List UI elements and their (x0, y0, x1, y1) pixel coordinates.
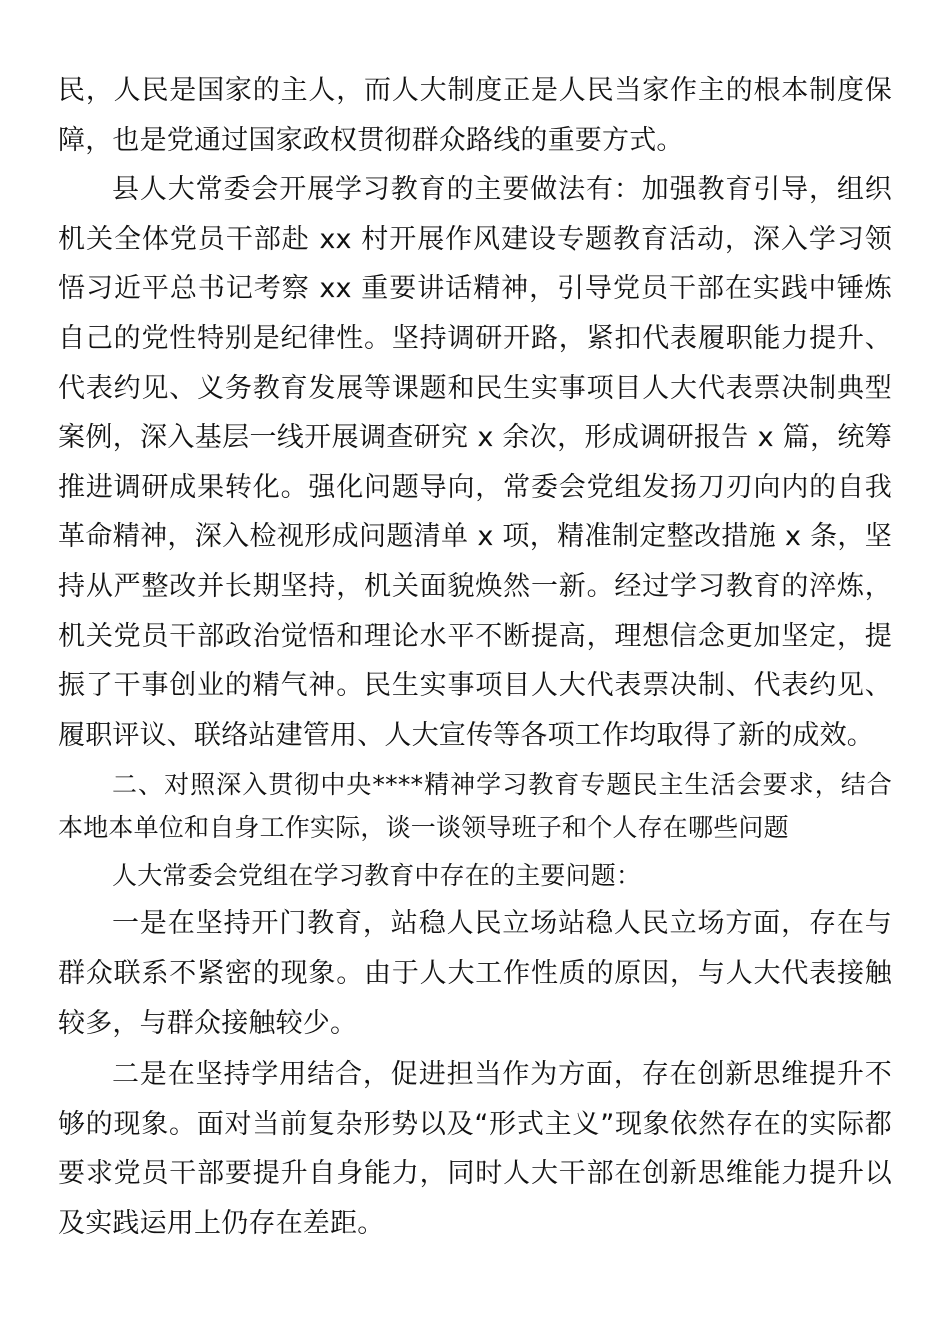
paragraph-issues-intro: 人大常委会党组在学习教育中存在的主要问题： (112, 861, 642, 891)
section-heading-two: 二、对照深入贯彻中央****精神学习教育专题民主生活会要求，结合本地本单位和自身工作实际，谈一谈领导班子和个人存在哪些问题 (58, 770, 892, 843)
paragraph-issue-one: 一是在坚持开门教育，站稳人民立场站稳人民立场方面，存在与群众联系不紧密的现象。由于人大工作性质的原因，与人大代表接触较多，与群众接触较少。 (58, 908, 892, 1039)
paragraph-practices: 县人大常委会开展学习教育的主要做法有：加强教育引导，组织机关全体党员干部赴 xx 村开展作风建设专题教育活动，深入学习领悟习近平总书记考察 xx 重要讲话精神，引导党员干部在实践中锤炼自己的党性特别是纪律性。坚持调研开路，紧扣代表履职能力提升、代表约见、义务教育发展等课题和民生实事项目人大代表票决制典型案例，深入基层一线开展调查研究 x 余次，形成调研报告 x 篇，统筹推进调研成果转化。强化问题导向，常委会党组发扬刀刃向内的自我革命精神，深入检视形成问题清单 x 项，精准制定整改措施 x 条，坚持从严整改并长期坚持，机关面貌焕然一新。经过学习教育的淬炼，机关党员干部政治觉悟和理论水平不断提高，理想信念更加坚定，提振了干事创业的精气神。民生实事项目人大代表票决制、代表约见、履职评议、联络站建管用、人大宣传等各项工作均取得了新的成效。 (58, 174, 892, 751)
document-page (58, 66, 892, 1248)
paragraph-issue-two: 二是在坚持学用结合，促进担当作为方面，存在创新思维提升不够的现象。面对当前复杂形势以及“形式主义”现象依然存在的实际都要求党员干部要提升自身能力，同时人大干部在创新思维能力提升以及实践运用上仍存在差距。 (58, 1059, 892, 1239)
paragraph-continuation: 民，人民是国家的主人，而人大制度正是人民当家作主的根本制度保障，也是党通过国家政权贯彻群众路线的重要方式。 (58, 75, 892, 156)
